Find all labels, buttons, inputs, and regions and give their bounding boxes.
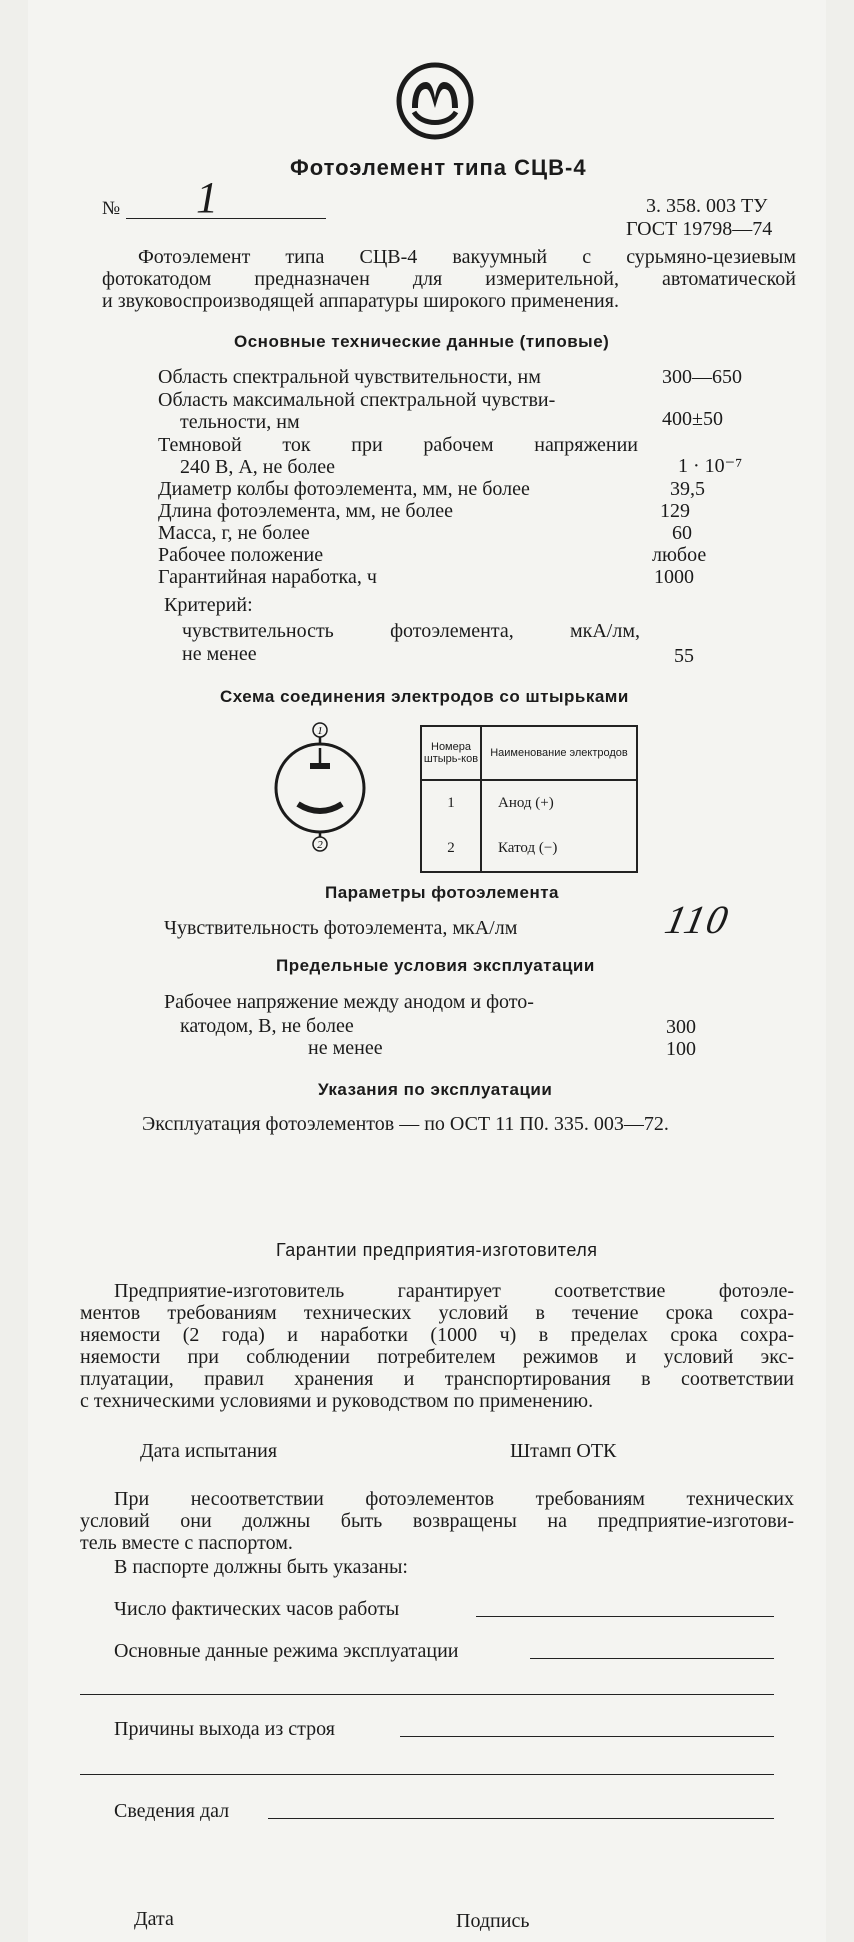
intro-line: и звуковоспроизводящей аппаратуры широкого применения. [102, 290, 619, 312]
criterion-line: не менее [182, 643, 257, 665]
params-heading: Параметры фотоэлемента [325, 883, 559, 902]
spec-value: 39,5 [670, 478, 705, 500]
limits-line: не менее [308, 1037, 383, 1059]
spec-label: Диаметр колбы фотоэлемента, мм, не более [158, 478, 530, 500]
spec-value: 1000 [654, 566, 694, 588]
page-title: Фотоэлемент типа СЦВ-4 [290, 155, 587, 180]
pin-table-header-number: Номера штырь-ков [421, 726, 481, 780]
criterion-line: чувствительность фотоэлемента, мкА/лм, [182, 620, 640, 642]
warranty-line: плуатации, правил хранения и транспортирования в соответствии [80, 1368, 794, 1390]
specs-heading: Основные технические данные (типовые) [234, 332, 610, 351]
limits-line: Рабочее напряжение между анодом и фото- [164, 991, 534, 1013]
date-label: Дата [134, 1908, 174, 1930]
factory-emblem-icon [396, 62, 474, 140]
intro-line: фотокатодом предназначен для измерительной, автоматической [102, 268, 796, 290]
serial-label: № [102, 198, 121, 219]
failure-field-line-2[interactable] [80, 1774, 774, 1775]
hours-field-line[interactable] [476, 1616, 774, 1617]
gost-number: ГОСТ 19798—74 [626, 218, 773, 240]
spec-value: 300—650 [662, 366, 742, 388]
return-line: тель вместе с паспортом. [80, 1532, 293, 1554]
scheme-heading: Схема соединения электродов со штырьками [220, 687, 629, 706]
limits-heading: Предельные условия эксплуатации [276, 956, 595, 975]
spec-label: Темновой ток при рабочем напряжении [158, 434, 638, 456]
spec-label: Область максимальной спектральной чувстви- [158, 389, 556, 411]
warranty-line: няемости при соблюдении потребителем режимов и условий экс- [80, 1346, 794, 1368]
pin-table [420, 725, 638, 873]
serial-handwritten-value: 1 [196, 173, 218, 222]
signature-label: Подпись [456, 1910, 530, 1932]
return-line: условий они должны быть возвращены на предприятие-изготови- [80, 1510, 794, 1532]
spec-label: Длина фотоэлемента, мм, не более [158, 500, 454, 522]
warranty-line: с техническими условиями и руководством по применению. [80, 1390, 594, 1412]
intro-line: Фотоэлемент типа СЦВ-4 вакуумный с сурьмяно-цезиевым [138, 246, 796, 268]
pin-label: 2 [317, 839, 323, 851]
table-row [421, 826, 637, 872]
sensitivity-handwritten-value: 110 [661, 897, 734, 942]
criterion-label: Критерий: [164, 594, 253, 616]
spec-label: Гарантийная наработка, ч [158, 566, 377, 588]
spec-label: тельности, нм [180, 411, 300, 433]
spec-value: любое [652, 544, 707, 566]
mode-field-line[interactable] [530, 1658, 774, 1659]
info-field-line[interactable] [268, 1818, 774, 1819]
spec-value: 400±50 [662, 408, 723, 430]
test-date-label: Дата испытания [140, 1440, 278, 1462]
bleed-through-shade [826, 0, 854, 1942]
pin-number: 2 [421, 826, 481, 872]
return-line: При несоответствии фотоэлементов требованиям технических [114, 1488, 794, 1510]
spec-label: Область спектральной чувствительности, нм [158, 366, 541, 388]
failure-field-line[interactable] [400, 1736, 774, 1737]
bleed-through-shade [0, 0, 28, 1942]
spec-value: 60 [672, 522, 692, 544]
spec-value: 129 [660, 500, 690, 522]
warranty-line: ментов требованиям технических условий в течение срока сохра- [80, 1302, 794, 1324]
pin-number: 1 [421, 780, 481, 826]
info-label: Сведения дал [114, 1800, 230, 1822]
spec-label: Рабочее положение [158, 544, 324, 566]
electrode-name: Катод (−) [481, 826, 637, 872]
pin-table-header-name: Наименование электродов [481, 726, 637, 780]
tu-number: 3. 358. 003 ТУ [646, 195, 768, 217]
serial-underline [126, 218, 326, 219]
spec-label: Масса, г, не более [158, 522, 310, 544]
hours-label: Число фактических часов работы [114, 1598, 400, 1620]
failure-label: Причины выхода из строя [114, 1718, 335, 1740]
params-label: Чувствительность фотоэлемента, мкА/лм [164, 917, 518, 939]
limits-value-max: 300 [666, 1016, 696, 1038]
pin-label: 1 [317, 725, 323, 737]
electrode-name: Анод (+) [481, 780, 637, 826]
spec-value: 1 · 10⁻⁷ [678, 455, 743, 477]
usage-text: Эксплуатация фотоэлементов — по ОСТ 11 П0. 335. 003—72. [142, 1113, 669, 1135]
usage-heading: Указания по эксплуатации [318, 1080, 553, 1099]
photocell-schematic-icon [268, 722, 378, 852]
mode-field-line-2[interactable] [80, 1694, 774, 1695]
warranty-line: Предприятие-изготовитель гарантирует соответствие фотоэле- [114, 1280, 794, 1302]
limits-value-min: 100 [666, 1038, 696, 1060]
passport-intro: В паспорте должны быть указаны: [114, 1556, 408, 1578]
warranty-line: няемости (2 года) и наработки (1000 ч) в пределах срока сохра- [80, 1324, 794, 1346]
table-row [421, 780, 637, 826]
warranty-heading: Гарантии предприятия-изготовителя [276, 1240, 598, 1260]
limits-line: катодом, В, не более [180, 1015, 354, 1037]
otk-stamp-label: Штамп ОТК [510, 1440, 617, 1462]
mode-label: Основные данные режима эксплуатации [114, 1640, 459, 1662]
criterion-value: 55 [674, 645, 694, 667]
spec-label: 240 В, А, не более [180, 456, 336, 478]
